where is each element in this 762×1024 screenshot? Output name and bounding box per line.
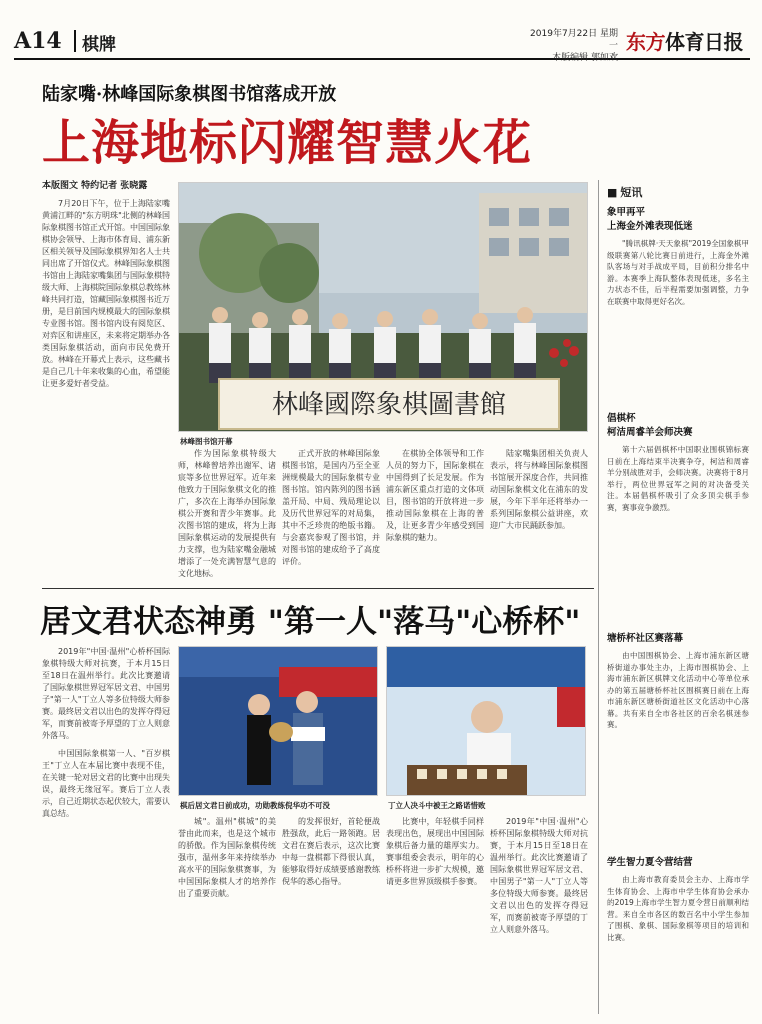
section-title: 棋牌 xyxy=(82,35,116,55)
article1-kicker: 陆家嘴·林峰国际象棋图书馆落成开放 xyxy=(42,84,337,105)
page-editors: 本版编辑 郭如欢 xyxy=(552,53,618,63)
brief-text-3: 由中国围棋协会、上海市浦东新区塘桥街道办事处主办，上海市围棋协会、上海市浦东新区棋牌文化活动中心等单位承办的第五届塘桥杯社区围棋赛日前在上海市浦东新区塘桥街道社区文化活动中心落幕。共有来自全市各社区的百余名棋迷参赛。 xyxy=(607,651,749,729)
page-number: A14 xyxy=(14,28,62,54)
photo3-caption: 丁立人决斗中被王之路诺惜败 xyxy=(388,801,486,810)
library-opening-photo xyxy=(178,182,588,432)
article1-column-4: 在棋协全体领导和工作人员的努力下，国际象棋在中国得到了长足发展。作为浦东新区重点打造的文体项目，图书馆的开放将进一步推动国际象棋在上海的普及，让更多青少年感受到国际象棋的魅力。 xyxy=(386,449,484,542)
article-divider xyxy=(42,588,594,589)
brief-title-1: 象甲再平 上海金外滩表现低迷 xyxy=(607,207,693,232)
brief-text-2: 第十六届倡棋杯中国职业围棋锦标赛日前在上海结束半决赛争夺，柯洁和周睿羊分别战胜对手，会师决赛。决赛将于8月举行，两位世界冠军之间的对决备受关注。本届倡棋杯吸引了众多顶尖棋手参赛，赛事竞争激烈。 xyxy=(607,445,749,512)
article2-headline: 居文君状态神勇 "第一人"落马"心桥杯" xyxy=(40,604,581,640)
article1-headline: 上海地标闪耀智慧火花 xyxy=(42,115,533,171)
photo2-caption: 棋后居文君日前成功，功勋教练倪华功不可没 xyxy=(180,801,330,810)
article1-column-5: 陆家嘴集团相关负责人表示，将与林峰国际象棋图书馆展开深度合作，共同推动国际象棋文化在浦东的发展，今年下半年还将举办一系列国际象棋公益讲座，欢迎广大市民踊跃参加。 xyxy=(490,449,588,530)
issue-date: 2019年7月22日 星期一 xyxy=(530,29,618,51)
ding-liren-photo xyxy=(386,646,586,796)
article1-column-2: 作为国际象棋特级大师，林峰曾培养出谢军、诸宸等多位世界冠军。近年来他致力于国际象棋文化的推广，多次在上海举办国际象棋公开赛和青少年赛事。此次图书馆的建成，将为上海国际象棋运动的发展提供有力支撑，也为陆家嘴金融城增添了一处充满智慧气息的文化地标。 xyxy=(178,449,276,578)
chess-match-scene xyxy=(387,647,586,796)
article2-column-4: 比赛中，年轻棋手同样表现出色，展现出中国国际象棋后备力量的雄厚实力。赛事组委会表示，明年的心桥杯将进一步扩大规模，邀请更多世界顶级棋手参赛。 xyxy=(386,817,484,886)
ceremony-scene xyxy=(179,183,588,432)
award-scene xyxy=(179,647,378,796)
article2-column-5: 2019年"中国·温州"心桥杯国际象棋特级大师对抗赛，于本月15日至18日在温州举行。此次比赛邀请了国际象棋世界冠军居文君、中国男子"第一人"丁立人等多位特级大师参赛。最终居文君以出色的发挥夺得冠军，而赛前被寄予厚望的丁立人则意外落马。 xyxy=(490,817,588,934)
masthead xyxy=(14,24,750,63)
article1-column-1: 7月20日下午，位于上海陆家嘴黄浦江畔的"东方明珠"北侧的林峰国际象棋图书馆正式开馆。中国国际象棋协会领导、上海市体育局、浦东新区相关领导及国际象棋界知名人士共同出席了开馆仪式。林峰国际象棋图书馆由上海陆家嘴集团与国际象棋特级大师、上海棋院国际象棋总教练林峰共同打造，馆藏国际象棋图书近万册，是目前国内规模最大的国际象棋专业图书馆。图书馆内设有阅览区、对弈区和讲座区，未来将定期举办各类国际象棋活动，面向市民免费开放。林峰在开幕式上表示，这些藏书是自己几十年来收集的心血，希望能让更多爱好者受益。 xyxy=(42,199,170,388)
newspaper-logo: 东方体育日报 xyxy=(626,30,743,54)
article2-column-2: 城"。温州"棋城"的美誉由此而来，也是这个城市的骄傲。作为国际象棋传统强市，温州多年来持续举办高水平的国际象棋赛事，为中国国际象棋人才的培养作出了重要贡献。 xyxy=(178,817,276,898)
date-editors xyxy=(522,28,618,64)
brief-title-3: 塘桥杯社区赛落幕 xyxy=(607,633,684,644)
brief-text-1: "腾讯棋牌·天天象棋"2019全国象棋甲级联赛第八轮比赛日前进行，上海金外滩队客场与对手战成平局，目前积分排名中游。本赛季上海队整体表现低迷，多名主力状态不佳，后半程需要加强调整，力争在联赛中取得更好名次。 xyxy=(607,239,749,306)
article2-column-3: 的发挥很好，首轮便战胜强敌，此后一路领跑。居文君在赛后表示，这次比赛中每一盘棋都下得很认真，能够取得好成绩要感谢教练倪华的悉心指导。 xyxy=(282,817,380,886)
brief-title-2: 倡棋杯 柯洁周睿羊会师决赛 xyxy=(607,413,693,438)
news-brief-sidebar xyxy=(598,180,750,1014)
article1-byline: 本版图文 特约记者 张晓露 xyxy=(42,181,148,191)
brief-text-4: 由上海市教育委员会主办、上海市学生体育协会、上海市中学生体育协会承办的2019上海市学生智力夏令营日前顺利结营。来自全市各区的数百名中小学生参加了围棋、象棋、国际象棋等项目的培训和比赛。 xyxy=(607,875,749,942)
masthead-divider xyxy=(74,30,76,52)
photo1-caption: 林峰图书馆开幕 xyxy=(180,437,233,446)
sidebar-heading: ■ 短讯 xyxy=(599,184,642,200)
plaque-text: 林峰國際象棋圖書館 xyxy=(271,390,507,420)
ju-wenjun-photo xyxy=(178,646,378,796)
article1-column-3: 正式开放的林峰国际象棋图书馆，是国内乃至全亚洲规模最大的国际象棋专业图书馆。馆内陈列的图书涵盖开局、中局、残局理论以及历代世界冠军的对局集，其中不乏珍贵的绝版书籍。与会嘉宾参观了图书馆，并对图书馆的建成给予了高度评价。 xyxy=(282,449,380,566)
brief-title-4: 学生智力夏令营结营 xyxy=(607,857,693,868)
article2-column-1: 2019年"中国·温州"心桥杯国际象棋特级大师对抗赛，于本月15日至18日在温州举行。此次比赛邀请了国际象棋世界冠军居文君、中国男子"第一人"丁立人等多位特级大师参赛。最终居文君以出色的发挥夺得冠军，而赛前被寄予厚望的丁立人则意外落马。 中国国际象棋第一人、"百岁棋王"丁立人在本届比赛中表现不佳，在关键一轮对居文君的比赛中出现失误，最终无缘冠军。赛后丁立人表示，自己近期状态起伏较大，需要认真总结。 xyxy=(42,647,170,818)
